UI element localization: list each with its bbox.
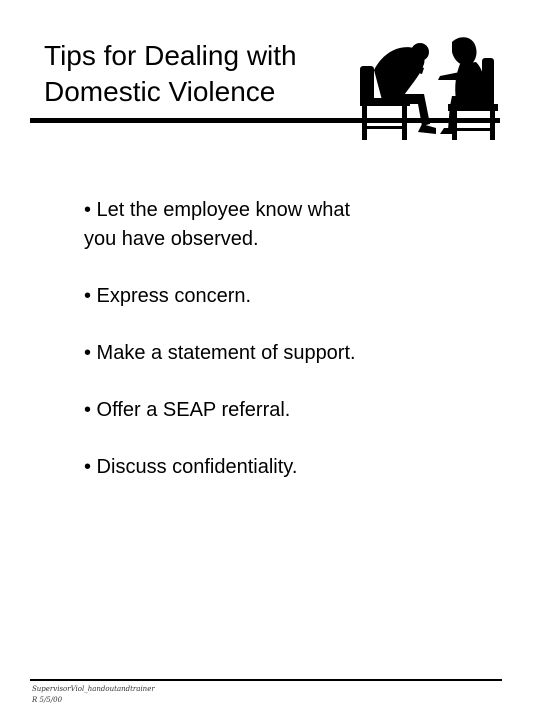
counseling-people-icon xyxy=(352,24,504,144)
list-item-line-1: • Make a statement of support. xyxy=(84,342,356,364)
footer-filename: SupervisorViol_handoutandtrainer xyxy=(32,685,155,693)
title-line-2: Domestic Violence xyxy=(44,76,276,107)
list-item-line-1: • Discuss confidentiality. xyxy=(84,456,298,478)
title-line-1: Tips for Dealing with xyxy=(44,40,297,71)
list-item xyxy=(84,196,350,254)
list-item xyxy=(84,453,297,482)
list-item-line-1: • Express concern. xyxy=(84,285,252,307)
footer-revision: R 5/5/00 xyxy=(32,696,63,704)
footer-divider xyxy=(30,679,502,681)
list-item-line-2: you have observed. xyxy=(84,228,259,250)
slide-title xyxy=(44,38,354,110)
list-item xyxy=(84,396,290,425)
footer-note xyxy=(32,684,155,706)
list-item-line-1: • Offer a SEAP referral. xyxy=(84,399,291,421)
title-divider xyxy=(30,118,500,123)
list-item xyxy=(84,282,251,311)
list-item xyxy=(84,339,356,368)
list-item-line-1: • Let the employee know what xyxy=(84,199,351,221)
